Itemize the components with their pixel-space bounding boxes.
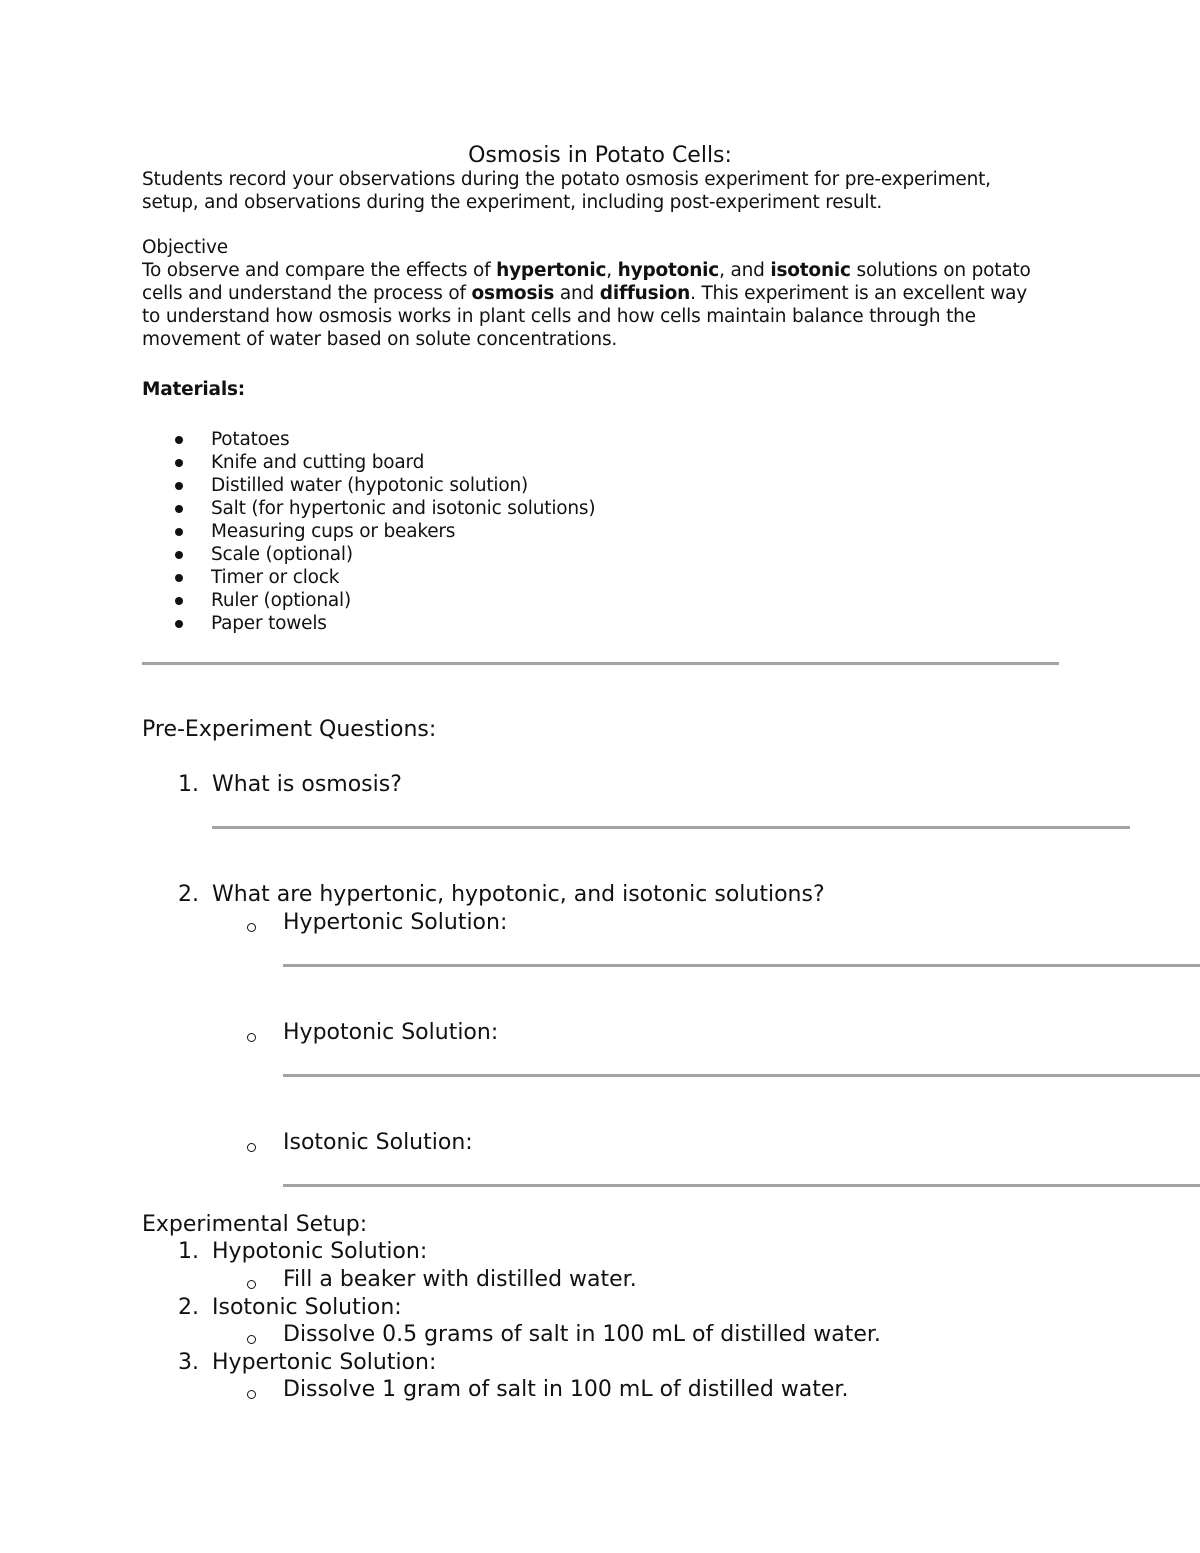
circle-bullet-icon (247, 1390, 256, 1399)
circle-bullet-icon (247, 1280, 256, 1289)
step-label: Isotonic Solution: (212, 1295, 402, 1320)
list-item: Potatoes (211, 429, 290, 450)
hypotonic-subquestion: Hypotonic Solution: (283, 1020, 499, 1045)
list-item: Paper towels (211, 613, 327, 634)
circle-bullet-icon (247, 923, 256, 932)
list-item: Ruler (optional) (211, 590, 351, 611)
answer-line[interactable] (283, 964, 1200, 967)
step-detail: Dissolve 0.5 grams of salt in 100 mL of distilled water. (283, 1322, 881, 1347)
bullet-icon (175, 505, 183, 513)
step-detail: Fill a beaker with distilled water. (283, 1267, 637, 1292)
step-number: 1. (178, 1239, 199, 1264)
answer-line[interactable] (212, 826, 1130, 829)
circle-bullet-icon (247, 1033, 256, 1042)
list-item: Salt (for hypertonic and isotonic solutions) (211, 498, 596, 519)
materials-heading: Materials: (142, 379, 245, 400)
step-number: 2. (178, 1295, 199, 1320)
bullet-icon (175, 459, 183, 467)
setup-heading: Experimental Setup: (142, 1212, 368, 1237)
circle-bullet-icon (247, 1335, 256, 1344)
document-title: Osmosis in Potato Cells: (468, 143, 732, 168)
circle-bullet-icon (247, 1143, 256, 1152)
intro-paragraph: Students record your observations during the potato osmosis experiment for pre-experiment, setup, and observations during the experiment, including post-experiment result. (142, 169, 991, 213)
list-item: Knife and cutting board (211, 452, 425, 473)
question-number: 1. (178, 772, 199, 797)
bullet-icon (175, 528, 183, 536)
list-item: Timer or clock (211, 567, 340, 588)
question-solutions: What are hypertonic, hypotonic, and isotonic solutions? (212, 882, 825, 907)
hypertonic-subquestion: Hypertonic Solution: (283, 910, 508, 935)
isotonic-subquestion: Isotonic Solution: (283, 1130, 473, 1155)
list-item: Measuring cups or beakers (211, 521, 456, 542)
section-divider (142, 662, 1059, 665)
answer-line[interactable] (283, 1074, 1200, 1077)
list-item: Distilled water (hypotonic solution) (211, 475, 529, 496)
answer-line[interactable] (283, 1184, 1200, 1187)
step-label: Hypertonic Solution: (212, 1350, 437, 1375)
objective-paragraph: To observe and compare the effects of hypertonic, hypotonic, and isotonic solutions on potato cells and understand the process of osmosis and diffusion. This experiment is an excellent way to understand how osmosis works in plant cells and how cells maintain balance through the movement of water based on solute concentrations. (142, 260, 1031, 350)
question-osmosis: What is osmosis? (212, 772, 402, 797)
bullet-icon (175, 597, 183, 605)
bullet-icon (175, 436, 183, 444)
pre-experiment-heading: Pre-Experiment Questions: (142, 717, 437, 742)
question-number: 2. (178, 882, 199, 907)
list-item: Scale (optional) (211, 544, 353, 565)
bullet-icon (175, 620, 183, 628)
step-number: 3. (178, 1350, 199, 1375)
bullet-icon (175, 574, 183, 582)
step-label: Hypotonic Solution: (212, 1239, 428, 1264)
bullet-icon (175, 551, 183, 559)
bullet-icon (175, 482, 183, 490)
objective-label: Objective (142, 237, 228, 258)
step-detail: Dissolve 1 gram of salt in 100 mL of distilled water. (283, 1377, 849, 1402)
